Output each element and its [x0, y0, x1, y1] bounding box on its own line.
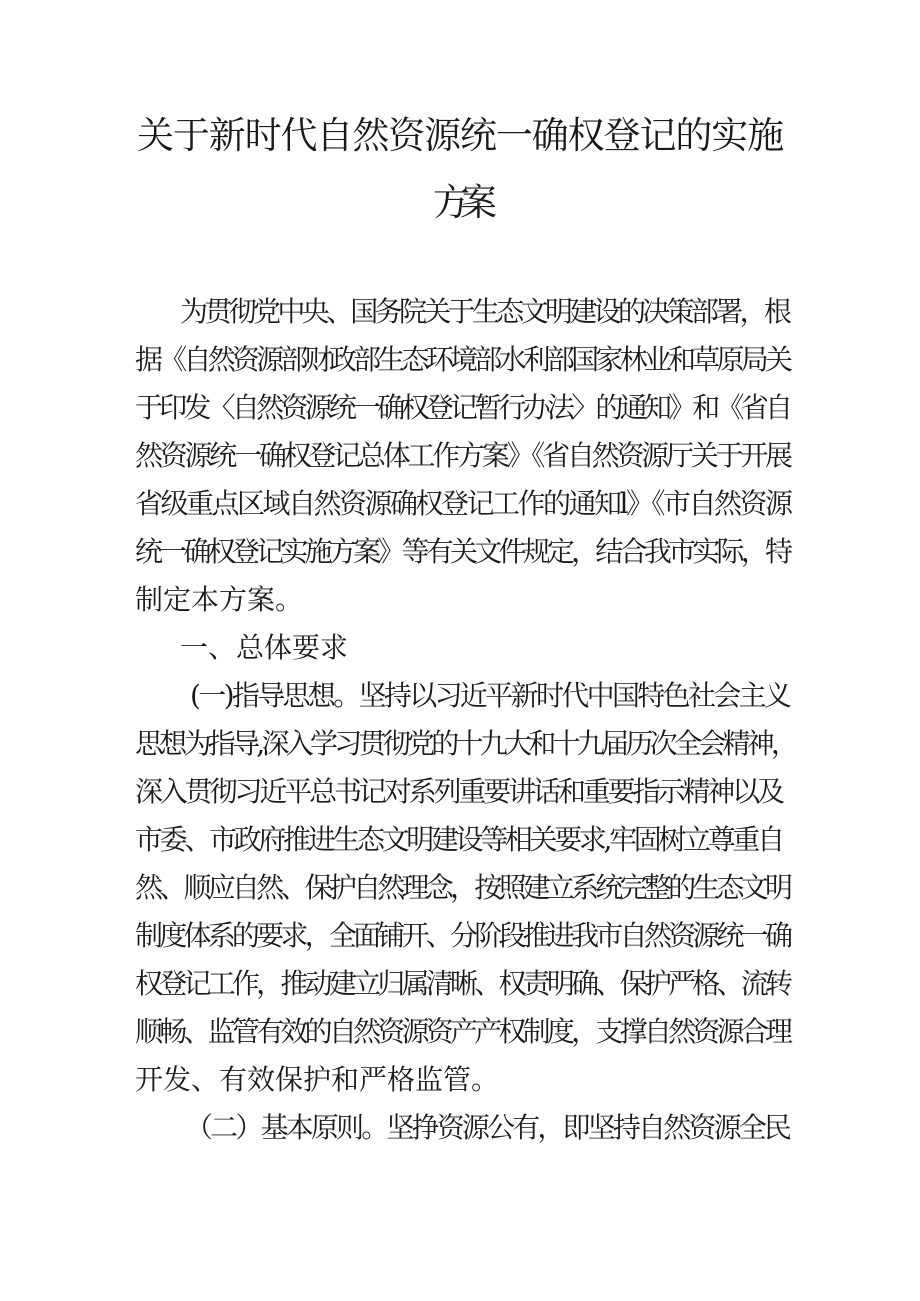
body-line: 市委、市政府推进生态文明建设等相关要求,牢固树立尊重自 [135, 823, 782, 856]
body-line: 统一确权登记实施方案》等有关文件规定，结合我市实际，特 [135, 535, 790, 568]
body-line: 于印发〈自然资源统一确权登记暂行办法〉的通知》和《省自 [135, 391, 790, 424]
body-line: 开发、有效保护和严格监管。 [135, 1063, 500, 1096]
body-line: (一)指导思想。坚持以习近平新时代中国特色社会主义 [190, 679, 790, 712]
section-heading: 一、总体要求 [180, 631, 349, 664]
body-line: （二）基本原则。坚挣资源公有，即坚持自然资源全民 [185, 1111, 790, 1144]
body-line: 顺畅、监管有效的自然资源资产产权制度，支撑自然资源合理 [135, 1015, 790, 1048]
body-line: 为贯彻党中央、国务院关于生态文明建设的决策部署，根 [180, 295, 789, 328]
body-line: 据《自然资源部财政部生态环境部水利部国家林业和草原局关 [135, 343, 790, 376]
body-line: 思想为指导,深入学习贯彻党的十九大和十九届历次全会精神， [135, 727, 796, 760]
body-line: 权登记工作，推动建立归属清晰、权责明确、保护严格、流转 [135, 967, 790, 1000]
body-line: 然、顺应自然、保护自然理念，按照建立系统完整的生态文明 [135, 871, 790, 904]
body-line: 制定本方案。 [135, 583, 304, 616]
body-line: 省级重点区域自然资源确权登记工作的通知l》《市自然资源 [135, 487, 791, 520]
body-line: 深入贯彻习近平总书记对系列重要讲话和重要指示精神以及 [135, 775, 782, 808]
document-title-line-2: 方案 [433, 181, 487, 224]
body-line: 制度体系的要求，全面铺开、分阶段推进我市自然资源统一确 [135, 919, 790, 952]
body-line: 然资源统一确权登记总体工作方案》《省自然资源厅关于开展 [135, 439, 790, 472]
document-title-line-1: 关于新时代自然资源统一确权登记的实施 [136, 114, 784, 157]
